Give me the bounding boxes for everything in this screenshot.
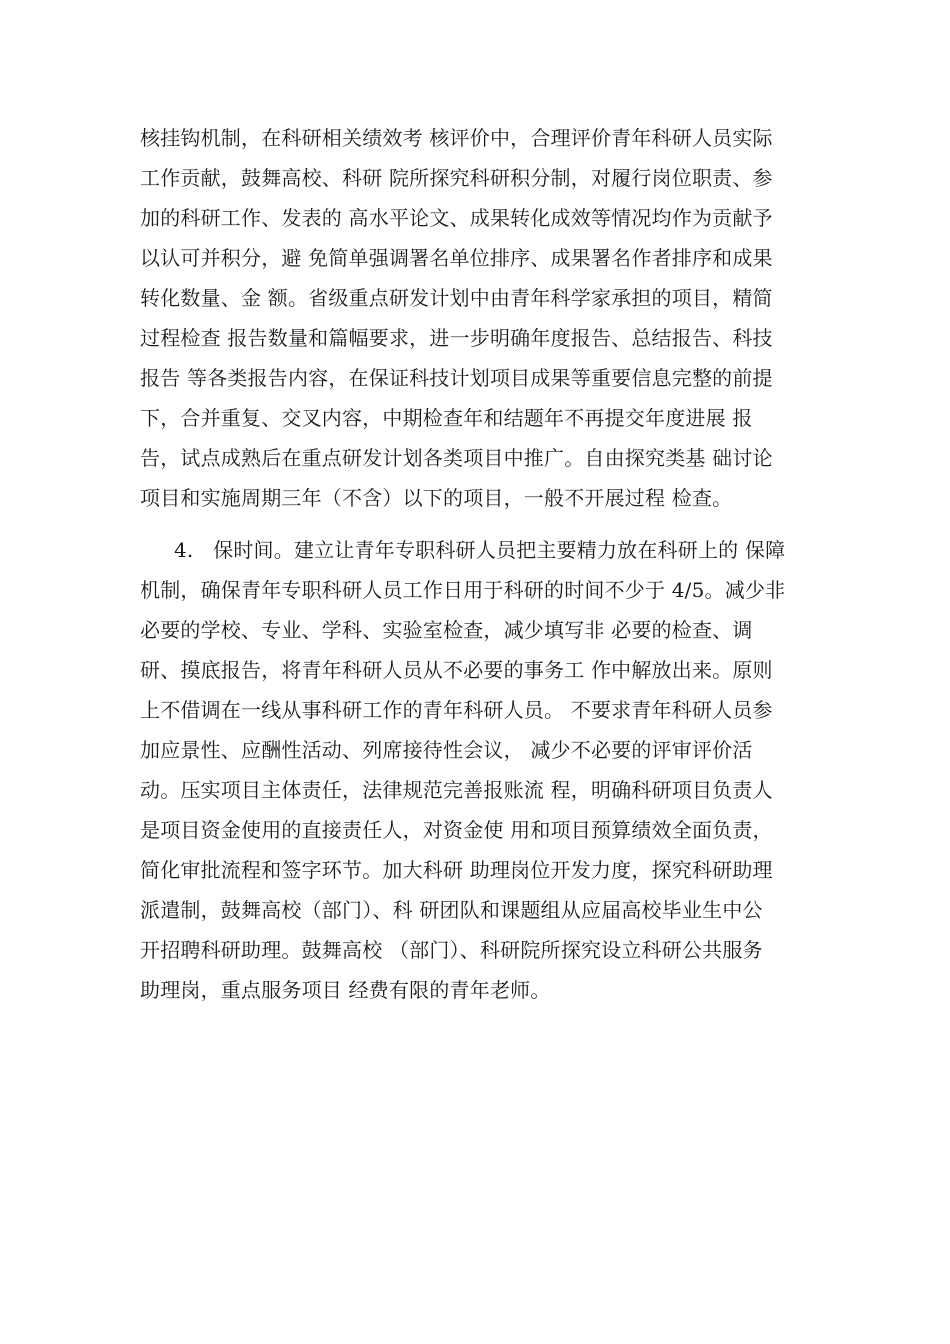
text-line: 告，试点成熟后在重点研发计划各类项目中推广。自由探究类基 础讨论: [140, 446, 773, 470]
text-line: 动。压实项目主体责任，法律规范完善报账流 程，明确科研项目负责人: [140, 778, 773, 802]
text-line: 报告 等各类报告内容，在保证科技计划项目成果等重要信息完整的前提: [140, 366, 773, 390]
text-line: 加的科研工作、发表的 高水平论文、成果转化成效等情况均作为贡献予: [140, 206, 773, 230]
text-line: 简化审批流程和签字环节。加大科研 助理岗位开发力度，探究科研助理: [140, 858, 773, 882]
paragraph-spacer: [140, 518, 840, 530]
text-line: 核挂钩机制，在科研相关绩效考 核评价中，合理评价青年科研人员实际: [140, 126, 773, 150]
text-line-first: 4. 保时间。建立让青年专职科研人员把主要精力放在科研上的 保障: [174, 538, 786, 562]
text-line: 是项目资金使用的直接责任人，对资金使 用和项目预算绩效全面负责，: [140, 818, 773, 842]
text-line: 加应景性、应酬性活动、列席接待性会议， 减少不必要的评审评价活: [140, 738, 753, 762]
text-line: 上不借调在一线从事科研工作的青年科研人员。 不要求青年科研人员参: [140, 698, 773, 722]
text-line: 转化数量、金 额。省级重点研发计划中由青年科学家承担的项目，精简: [140, 286, 773, 310]
text-line: 开招聘科研助理。鼓舞高校 （部门）、科研院所探究设立科研公共服务: [140, 938, 763, 962]
text-line: 派遣制，鼓舞高校（部门）、科 研团队和课题组从应届高校毕业生中公: [140, 898, 763, 922]
text-line: 过程检查 报告数量和篇幅要求，进一步明确年度报告、总结报告、科技: [140, 326, 773, 350]
text-line: 下，合并重复、交叉内容，中期检查年和结题年不再提交年度进展 报: [140, 406, 753, 430]
paragraph: [140, 118, 840, 518]
text-line: 以认可并积分，避 免简单强调署名单位排序、成果署名作者排序和成果: [140, 246, 773, 270]
text-line: 研、摸底报告，将青年科研人员从不必要的事务工 作中解放出来。原则: [140, 658, 773, 682]
text-line: 必要的学校、专业、学科、实验室检查，减少填写非 必要的检查、调: [140, 618, 753, 642]
paragraph: [140, 530, 840, 1010]
text-line: 工作贡献，鼓舞高校、科研 院所探究科研积分制，对履行岗位职责、参: [140, 166, 773, 190]
text-line: 项目和实施周期三年（不含）以下的项目，一般不开展过程 检查。: [140, 486, 733, 510]
text-line: 助理岗，重点服务项目 经费有限的青年老师。: [140, 978, 551, 1002]
document-body: [140, 118, 840, 1010]
text-line: 机制，确保青年专职科研人员工作日用于科研的时间不少于 4/5。减少非: [140, 578, 786, 602]
